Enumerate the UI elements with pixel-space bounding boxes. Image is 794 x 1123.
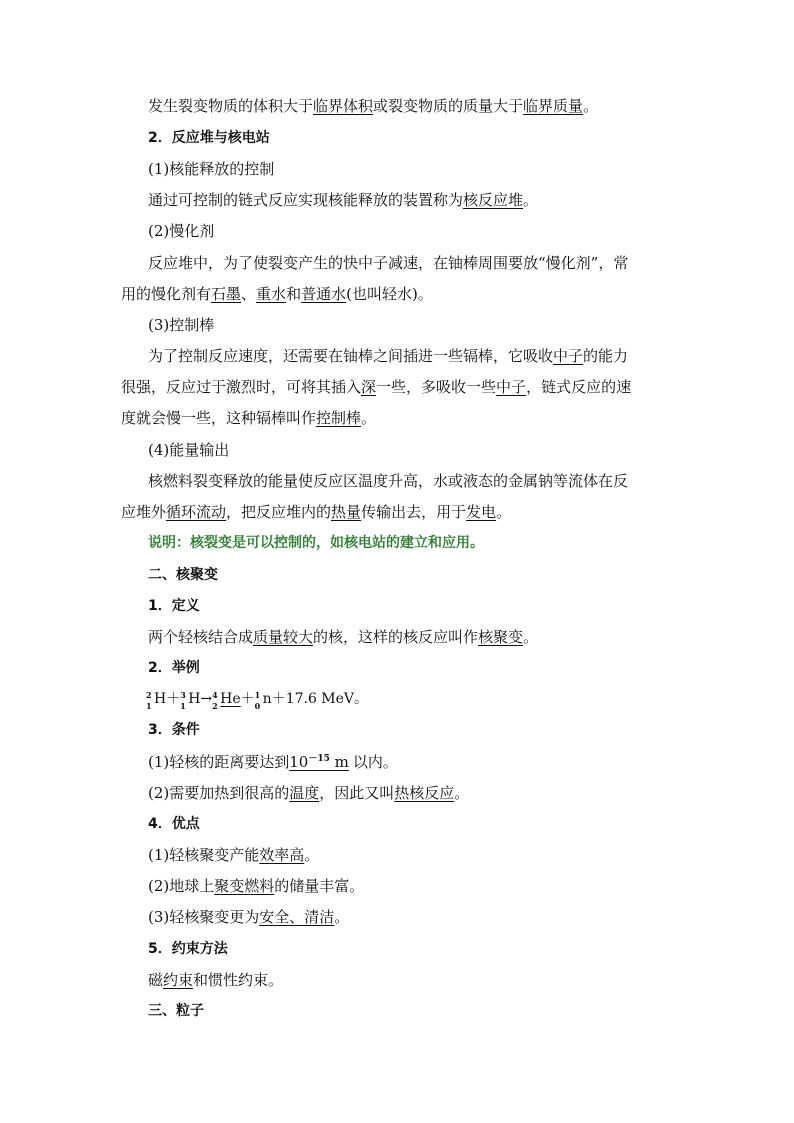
- answer-temperature: 温度: [289, 784, 320, 802]
- heading-reactor-and-plant: 2．反应堆与核电站: [148, 130, 270, 146]
- line-control-rod-3: 度就会慢一些，这种镉棒叫作控制棒。: [121, 409, 377, 427]
- line-advantage-fuel: (2)地球上聚变燃料的储量丰富。: [148, 877, 365, 895]
- answer-nuclear-fusion: 核聚变: [478, 628, 524, 646]
- isotope-h2: 2 1: [146, 690, 152, 711]
- line-control-rod-2: 很强，反应过于激烈时，可将其插入深一些，多吸收一些中子，链式反应的速: [121, 378, 632, 396]
- heading-example: 2．举例: [148, 660, 200, 676]
- answer-safe-clean: 安全、清洁: [259, 908, 335, 926]
- line-fusion-definition: 两个轻核结合成质量较大的核，这样的核反应叫作核聚变。: [148, 628, 539, 646]
- answer-circulation: 循环流动: [166, 503, 227, 521]
- subheading-moderator: (2)慢化剂: [148, 222, 215, 240]
- subheading-energy-control: (1)核能释放的控制: [148, 160, 275, 178]
- answer-helium: 4 2 He: [212, 690, 241, 711]
- answer-high-efficiency: 效率高: [259, 846, 305, 864]
- answer-neutron-1: 中子: [553, 347, 584, 365]
- line-condition-temperature: (2)需要加热到很高的温度，因此又叫热核反应。: [148, 784, 470, 802]
- answer-fusion-fuel: 聚变燃料: [214, 877, 275, 895]
- note-fission-controllable: 说明：核裂变是可以控制的，如核电站的建立和应用。: [148, 535, 484, 551]
- answer-control-rod: 控制棒: [316, 409, 362, 427]
- heading-confinement: 5．约束方法: [148, 941, 228, 957]
- line-moderator-2: 用的慢化剂有石墨、重水和普通水(也叫轻水)。: [121, 285, 433, 303]
- heading-definition: 1．定义: [148, 598, 200, 614]
- line-control-rod-1: 为了控制反应速度，还需要在铀棒之间插进一些镉棒，它吸收中子的能力: [148, 347, 629, 365]
- answer-thermonuclear: 热核反应: [394, 784, 455, 802]
- line-energy-output-2: 应堆外循环流动，把反应堆内的热量传输出去，用于发电。: [121, 503, 512, 521]
- line-advantage-efficiency: (1)轻核聚变产能效率高。: [148, 846, 320, 864]
- line-condition-distance: (1)轻核的距离要达到$10^{-15}$ m 以内。: [148, 753, 398, 771]
- answer-critical-mass: 临界质量: [523, 97, 584, 115]
- answer-power-generation: 发电: [466, 503, 497, 521]
- subheading-control-rod: (3)控制棒: [148, 316, 215, 334]
- answer-graphite: 石墨: [211, 285, 242, 303]
- answer-deep: 深: [361, 378, 377, 396]
- answer-confinement: 约束: [163, 971, 194, 989]
- line-moderator-1: 反应堆中，为了使裂变产生的快中子减速，在铀棒周围要放“慢化剂”，常: [148, 254, 629, 272]
- answer-critical-volume: 临界体积: [313, 97, 374, 115]
- answer-neutron-2: 中子: [496, 378, 527, 396]
- line-confinement: 磁约束和惯性约束。: [148, 971, 284, 989]
- answer-nuclear-reactor: 核反应堆: [463, 191, 524, 209]
- answer-larger-mass: 质量较大: [253, 628, 314, 646]
- isotope-neutron: 1 0: [254, 690, 261, 711]
- section-heading-particles: 三、粒子: [148, 1003, 204, 1019]
- heading-conditions: 3．条件: [148, 722, 200, 738]
- isotope-h3: 3 1: [180, 690, 186, 711]
- line-energy-output-1: 核燃料裂变释放的能量使反应区温度升高，水或液态的金属钠等流体在反: [148, 472, 629, 490]
- fusion-equation: 2 1 H＋ 3 1 H→ 4 2 He＋ 1 0 n＋17.6 MeV。: [146, 690, 369, 711]
- answer-heat: 热量: [331, 503, 362, 521]
- answer-ordinary-water: 普通水: [301, 285, 347, 303]
- section-heading-fusion: 二、核聚变: [148, 567, 218, 583]
- heading-advantages: 4．优点: [148, 816, 200, 832]
- subheading-energy-output: (4)能量输出: [148, 441, 230, 459]
- line-reactor-definition: 通过可控制的链式反应实现核能释放的装置称为核反应堆。: [148, 191, 539, 209]
- line-advantage-safety: (3)轻核聚变更为安全、清洁。: [148, 908, 350, 926]
- answer-distance: $10^{-15}$ m: [289, 753, 349, 771]
- answer-heavy-water: 重水: [256, 285, 287, 303]
- line-critical-conditions: 发生裂变物质的体积大于临界体积或裂变物质的质量大于临界质量。: [148, 97, 599, 115]
